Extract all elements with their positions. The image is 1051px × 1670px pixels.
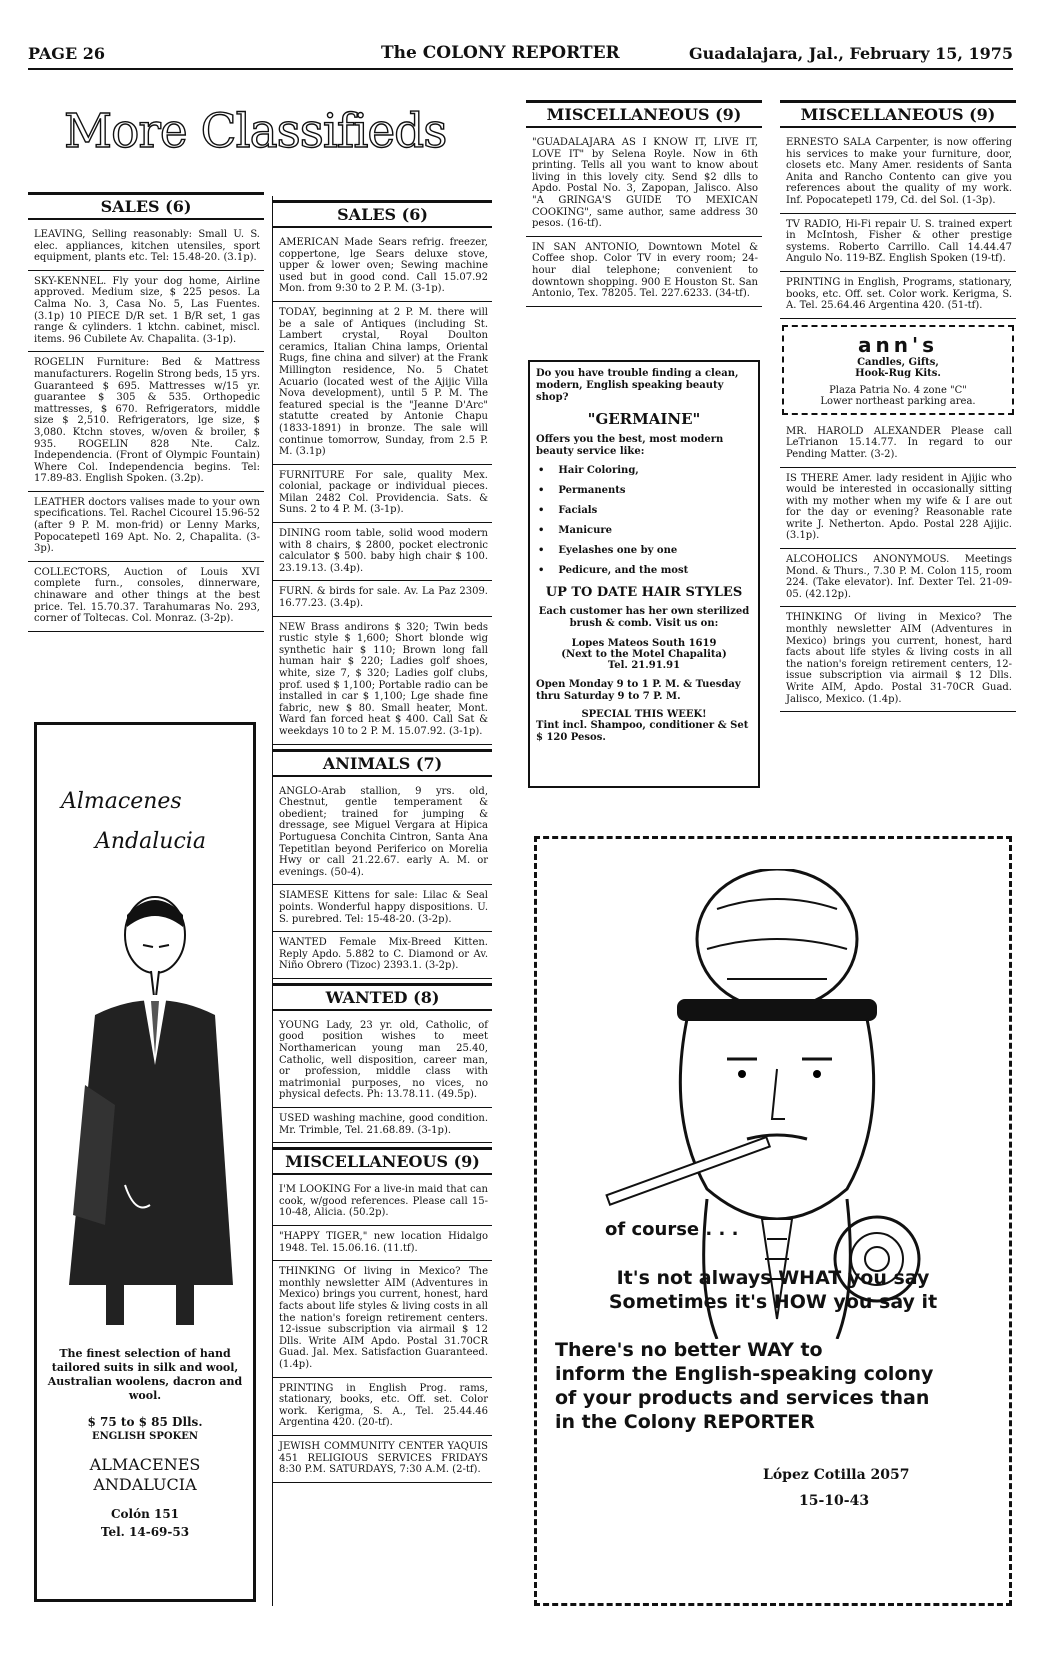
section-sales: SALES (6) <box>273 200 492 228</box>
classified-ad: YOUNG Lady, 23 yr. old, Catholic, of good position wishes to meet Northamerican young man 25.40, Catholic, well disposition, career man, or profession, middle class with matrimonial purposes, no vices, no physical defects. Ph: 13.78.11. (49.5p). <box>273 1015 492 1108</box>
classified-ad: THINKING Of living in Mexico? The monthly newsletter AIM (Adventures in Mexico) brings you current, honest, hard facts about life styles & living costs in all the nation's foreign retirement centers, 12-issue subscription via airmail $ 12 Dlls. Write AIM, Apdo. Postal 31-70CR Guad. Jalisco, Mexico. (1.4p). <box>780 607 1016 712</box>
page-header <box>28 40 1013 70</box>
section-miscellaneous: MISCELLANEOUS (9) <box>780 100 1016 128</box>
classified-ad: ALCOHOLICS ANONYMOUS. Meetings Mond. & Thurs., 7.30 P. M. Colon 115, room 224. (Take elevator). Inf. Dexter Tel. 21-09-05. (42.12p). <box>780 549 1016 607</box>
promo-line-4: inform the English-speaking colony <box>555 1363 934 1385</box>
classified-ad: JEWISH COMMUNITY CENTER YAQUIS 451 RELIGIOUS SERVICES FRIDAYS 8:30 P.M. SATURDAYS, 7:30 A.M. (2-tf). <box>273 1436 492 1483</box>
promo-line-5: of your products and services than <box>555 1387 930 1409</box>
almacenes-name-1: ALMACENES <box>89 1455 201 1474</box>
service-item: • Hair Coloring, <box>538 465 758 476</box>
germaine-headline: UP TO DATE HAIR STYLES <box>545 585 743 600</box>
page-number: PAGE 26 <box>28 44 105 63</box>
classified-ad: USED washing machine, good condition. Mr. Trimble, Tel. 21.68.89. (3-1p). <box>273 1108 492 1143</box>
promo-line-1: It's not always WHAT you say <box>616 1267 930 1289</box>
man-in-suit-illustration <box>55 885 245 1325</box>
anns-line: Hook-Rug Kits. <box>855 367 941 379</box>
almacenes-name-2: ANDALUCIA <box>93 1475 197 1494</box>
classified-ad: NEW Brass andirons $ 320; Twin beds rustic style $ 1,600; Short blonde wig synthetic hair $ 110; Brown long fall human hair $ 220; Ladies golf shoes, white, size 7, $ 320; Ladies golf clubs, prof. used $ 1,100; Portable radio can be installed in car $ 1,100; Lge shade fine fabric, new $ 80. Small heater, Mont. Ward fan forced heat $ 400. Call Sat & weekdays 10 to 2 P. M. 15.07.92. (3-1p). <box>273 617 492 745</box>
promo-tel: 15-10-43 <box>799 1493 870 1509</box>
germaine-services <box>538 465 758 576</box>
classified-ad: I'M LOOKING For a live-in maid that can cook, w/good references. Please call 15-10-48, Alicia. (50.2p). <box>273 1179 492 1226</box>
column-2 <box>272 196 492 1606</box>
classified-ad: IS THERE Amer. lady resident in Ajijic who would be interested in occasionally sitting with my mother when my wife & I are out for the day or evening? Reasonable rate write J. Netherton. Apdo. Postal 228 Ajijic. (3.1p). <box>780 468 1016 550</box>
promo-line-6: in the Colony REPORTER <box>555 1411 815 1433</box>
germaine-name: "GERMAINE" <box>587 410 701 428</box>
classified-ad: LEATHER doctors valises made to your own specifications. Tel. Rachel Cicourel 15.96-52 (after 9 P. M. mon-frid) or Lenny Marks, Popocatepetl 169 Apt. No. 2, Chapalita. (3-3p). <box>28 492 264 562</box>
classified-ad: FURN. & birds for sale. Av. La Paz 2309. 16.77.23. (3.4p). <box>273 581 492 616</box>
germaine-address: Lopes Mateos South 1619 <box>571 638 717 649</box>
germaine-intro: Do you have trouble finding a clean, modern, English speaking beauty shop? <box>536 368 739 403</box>
germaine-offers: Offers you the best, most modern beauty service like: <box>536 434 724 457</box>
classified-ad: ERNESTO SALA Carpenter, is now offering his services to make your furniture, door, closets etc. Many Amer. residents of Santa Anita and Rancho Contento can give you references about the quality of my work. Inf. Popocatepetl 179, Cd. del Sol. (1-3p). <box>780 132 1016 214</box>
service-item: • Permanents <box>538 485 758 496</box>
classified-ad: PRINTING in English, Programs, stationary, books, etc. Off. set. Color work. Kerigma, S. A. Tel. 25.64.46 Argentina 420. (51-tf). <box>780 272 1016 319</box>
anns-name: ann's <box>858 332 938 357</box>
almacenes-address: Colón 151 <box>110 1507 180 1521</box>
promo-address: López Cotilla 2057 <box>763 1467 910 1483</box>
service-item: • Pedicure, and the most <box>538 565 758 576</box>
anns-line: Lower northeast parking area. <box>820 395 976 407</box>
section-miscellaneous: MISCELLANEOUS (9) <box>273 1147 492 1175</box>
classified-ad: ANGLO-Arab stallion, 9 yrs. old, Chestnut, gentle temperament & obedient; trained for jumping & dressage, see Miguel Vergara at Hipica Portuguesa Conchita Cintron, Santa Ana Tepetitlan beyond Periferico on Morelia Hwy or call 21.22.67. early A. M. or evenings. (50-4). <box>273 781 492 886</box>
germaine-sterile: Each customer has her own sterilized brush & comb. Visit us on: <box>538 606 750 629</box>
column-1 <box>28 188 264 708</box>
section-sales: SALES (6) <box>28 192 264 220</box>
almacenes-english: ENGLISH SPOKEN <box>91 1431 199 1442</box>
paper-name: The COLONY REPORTER <box>381 43 620 63</box>
section-wanted: WANTED (8) <box>273 983 492 1011</box>
classified-ad: THINKING Of living in Mexico? The monthly newsletter AIM (Adventures in Mexico) brings you current, honest, hard facts about life styles & living costs in all the nation's foreign retirement centers. 12-issue subscription via airmail $ 12 Dlls. Write AIM Apdo. Postal 31.70CR Guad. Jal. Mex. Satisfaction Guaranteed. (1.4p). <box>273 1261 492 1377</box>
classified-ad: LEAVING, Selling reasonably: Small U. S. elec. appliances, kitchen utensiles, sport equipment, plants etc. Tel: 15.48-20. (3.1p). <box>28 224 264 271</box>
anns-line: Candles, Gifts, <box>857 356 939 368</box>
service-item: • Manicure <box>538 525 758 536</box>
almacenes-advert <box>34 722 256 1602</box>
classified-ad: "GUADALAJARA AS I KNOW IT, LIVE IT, LOVE IT" by Selena Royle. Now in 6th printing. Tells all you want to know about living in this lovely city. Send $2 dlls to Apdo. Postal No. 3, Zapopan, Jalisco. Also "A GRINGA'S GUIDE TO MEXICAN COOKING", same author, same address 30 pesos. (16-tf). <box>526 132 762 237</box>
classified-ad: WANTED Female Mix-Breed Kitten. Reply Apdo. 5.882 to C. Diamond or Av. Niño Obrero (Tizoc) 2393.1. (3-2p). <box>273 932 492 979</box>
classified-ad: "HAPPY TIGER," new location Hidalgo 1948. Tel. 15.06.16. (11.tf). <box>273 1226 492 1261</box>
almacenes-title-2: Andalucia <box>95 829 206 854</box>
classified-ad: PRINTING in English Prog. rams, stationary, books, etc. Off. set. Color work. Kerigma, S. A., Tel. 25.44.46 Argentina 420. (20-tf). <box>273 1378 492 1436</box>
service-item: • Eyelashes one by one <box>538 545 758 556</box>
germaine-hours: Open Monday 9 to 1 P. M. & Tuesday thru Saturday 9 to 7 P. M. <box>536 679 741 702</box>
germaine-special-text: Tint incl. Shampoo, conditioner & Set $ 120 Pesos. <box>536 720 749 743</box>
banner-title: More Classifieds <box>64 104 447 159</box>
classified-ad: ROGELIN Furniture: Bed & Mattress manufacturers. Rogelin Strong beds, 15 yrs. Guaranteed $ 695. Mattresses w/15 yr. guarantee $ 305 & 535. Orthopedic mattresses, $ 670. Refrigerators, middle size $ 2,510. Refrigerators, lge size, $ 3,080. Ktchn stoves, w/oven & broiler, $ 935. ROGELIN 828 Nte. Calz. Independencia. (Front of Olympic Fountain) Where Col. Independencia begins. Tel: 17.89-83. English Spoken. (3.2p). <box>28 352 264 492</box>
section-miscellaneous: MISCELLANEOUS (9) <box>526 100 762 128</box>
column-3 <box>526 96 762 366</box>
germaine-tel: Tel. 21.91.91 <box>607 660 681 671</box>
section-animals: ANIMALS (7) <box>273 749 492 777</box>
germaine-special: SPECIAL THIS WEEK! <box>581 709 707 720</box>
classified-ad: MR. HAROLD ALEXANDER Please call LeTrianon 15.14.77. In regard to our Pending Matter. (3-2). <box>780 421 1016 468</box>
anns-advert <box>782 325 1014 415</box>
classified-ad: SKY-KENNEL. Fly your dog home, Airline approved. Medium size, $ 225 pesos. La Calma No. 3, Casa No. 5, Las Fuentes. (3.1p) 10 PIECE D/R set. 1 B/R set, 1 gas range & cylinders. 1 ktchn. cabinet, miscl. items. 96 Cubilete Av. Chapalita. (3-1p). <box>28 271 264 353</box>
colony-reporter-promo <box>534 836 1012 1606</box>
dateline: Guadalajara, Jal., February 15, 1975 <box>689 44 1013 63</box>
almacenes-tel: Tel. 14-69-53 <box>100 1525 190 1539</box>
germaine-near: (Next to the Motel Chapalita) <box>561 649 727 660</box>
promo-line-3: There's no better WAY to <box>555 1339 823 1361</box>
classified-ad: COLLECTORS, Auction of Louis XVI complete furn., consoles, dinnerware, chinaware and other things at the best price. Tel. 15.70.37. Tarahumaras No. 293, corner of Toltecas. Col. Monraz. (3-2p). <box>28 562 264 632</box>
almacenes-price: $ 75 to $ 85 Dlls. <box>87 1415 203 1429</box>
promo-line-2: Sometimes it's HOW you say it <box>608 1291 938 1313</box>
column-4 <box>780 96 1016 820</box>
classified-ad: DINING room table, solid wood modern with 8 chairs, $ 2800, pocket electronic calculator $ 500. baby high chair $ 100. 23.19.13. (3.4p). <box>273 523 492 581</box>
classified-ad: AMERICAN Made Sears refrig. freezer, coppertone, lge Sears deluxe stove, upper & lower oven; Sewing machine used but in good cond. Call 15.07.92 Mon. from 9:30 to 2 P. M. (3-1p). <box>273 232 492 302</box>
classified-ad: FURNITURE For sale, quality Mex. colonial, package or individual pieces. Milan 2482 Col. Providencia. Sats. & Suns. 2 to 4 P. M. (3-1p). <box>273 465 492 523</box>
service-item: • Facials <box>538 505 758 516</box>
classified-ad: TODAY, beginning at 2 P. M. there will be a sale of Antiques (including St. Lambert crystal, Royal Doulton ceramics, Italian China lamps, Oriental Rugs, fine china and silver) at the Frank Millington residence, No. 5 Chatet Acuario (located west of the Ajijic Villa Nova development), until 5 P. M. The featured special is the "Jeanne D'Arc" statutte created by Antonie Chapu (1833-1891) in bronze. The sale will continue tomorrow, Sunday, from 2.5 P. M. (3.1p) <box>273 302 492 465</box>
anns-line: Plaza Patria No. 4 zone "C" <box>829 384 967 396</box>
classified-ad: TV RADIO, Hi-Fi repair U. S. trained expert in McIntosh, Fisher & other prestige systems. Roberto Carrillo. Call 14.44.47 Angulo No. 119-BZ. English Spoken (19-tf). <box>780 214 1016 272</box>
promo-of-course: of course . . . <box>605 1219 739 1240</box>
classified-ad: SIAMESE Kittens for sale: Lilac & Seal points. Wonderful happy dispositions. U. S. purebred. Tel: 15-48-20. (3-2p). <box>273 885 492 932</box>
germaine-advert <box>528 360 760 788</box>
classified-ad: IN SAN ANTONIO, Downtown Motel & Coffee shop. Color TV in every room; 24-hour dial telephone; convenient to downtown shopping. 900 E Houston St. San Antonio, Tex. 78205. Tel. 227.6233. (34-tf). <box>526 237 762 307</box>
almacenes-text: The finest selection of hand tailored suits in silk and wool, Australian woolens, dacron and wool. <box>47 1347 243 1402</box>
almacenes-title-1: Almacenes <box>61 789 182 814</box>
